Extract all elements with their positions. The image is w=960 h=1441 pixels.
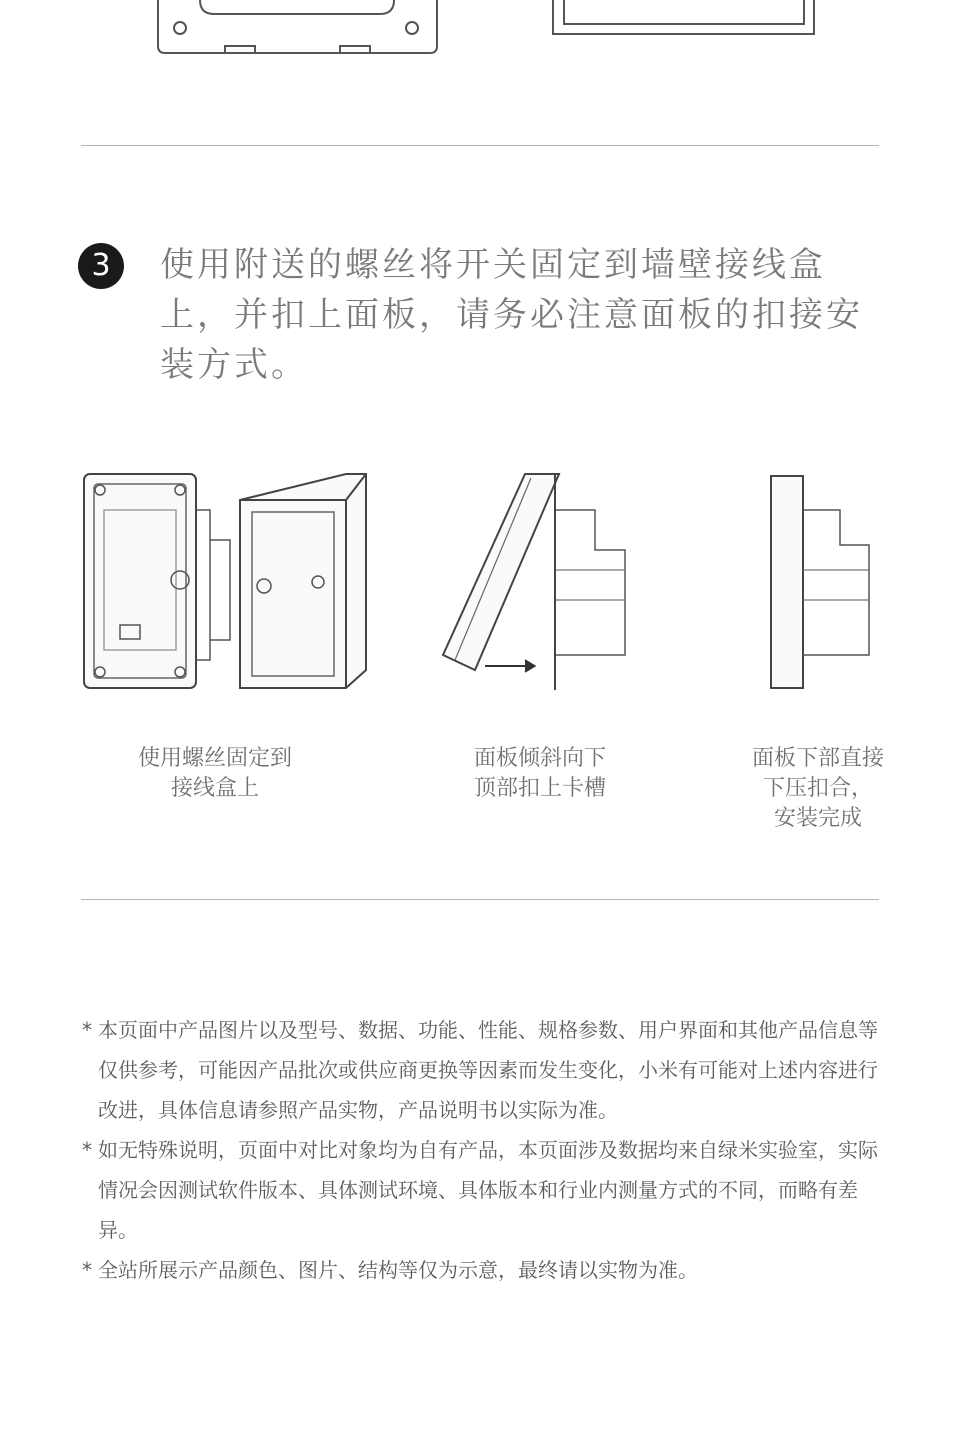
- disclaimer-note: [82, 1010, 892, 1130]
- step-number-badge: 3: [78, 243, 124, 289]
- top-wall-box-illustration: [550, 0, 820, 40]
- wall-junction-box-illustration: [236, 470, 376, 695]
- top-switch-back-illustration: [150, 0, 450, 60]
- caption-line: 下压扣合，: [762, 776, 873, 801]
- caption-line: 安装完成: [773, 806, 862, 831]
- caption-tilt-panel: [440, 744, 640, 804]
- note-asterisk: *: [82, 1258, 92, 1282]
- divider-top: [81, 145, 879, 146]
- caption-press-panel: [718, 744, 918, 834]
- divider-bottom: [81, 899, 879, 900]
- note-asterisk: *: [82, 1018, 92, 1042]
- caption-line: 接线盒上: [170, 776, 259, 801]
- note-asterisk: *: [82, 1138, 92, 1162]
- caption-line: 面板下部直接: [751, 746, 884, 771]
- disclaimer-note: [82, 1130, 892, 1250]
- caption-line: 顶部扣上卡槽: [473, 776, 606, 801]
- note-text: 全站所展示产品颜色、图片、结构等仅为示意，最终请以实物为准。: [98, 1258, 698, 1282]
- panel-tilted-install-illustration: [435, 470, 635, 695]
- step-instruction-text: 使用附送的螺丝将开关固定到墙壁接线盒上，并扣上面板，请务必注意面板的扣接安装方式。: [160, 245, 863, 385]
- switch-back-plate-illustration: [80, 470, 240, 695]
- note-text: 本页面中产品图片以及型号、数据、功能、性能、规格参数、用户界面和其他产品信息等仅供参考，可能因产品批次或供应商更换等因素而发生变化，小米有可能对上述内容进行改进，具体信息请参照产品实物，产品说明书以实际为准。: [98, 1018, 878, 1122]
- disclaimer-notes: [82, 1010, 892, 1290]
- caption-line: 面板倾斜向下: [473, 746, 606, 771]
- caption-fix-screws: [115, 744, 315, 804]
- panel-installed-illustration: [765, 470, 885, 695]
- note-text: 如无特殊说明，页面中对比对象均为自有产品，本页面涉及数据均来自绿米实验室，实际情况会因测试软件版本、具体测试环境、具体版本和行业内测量方式的不同，而略有差异。: [98, 1138, 878, 1242]
- caption-line: 使用螺丝固定到: [137, 746, 292, 771]
- disclaimer-note: [82, 1250, 892, 1290]
